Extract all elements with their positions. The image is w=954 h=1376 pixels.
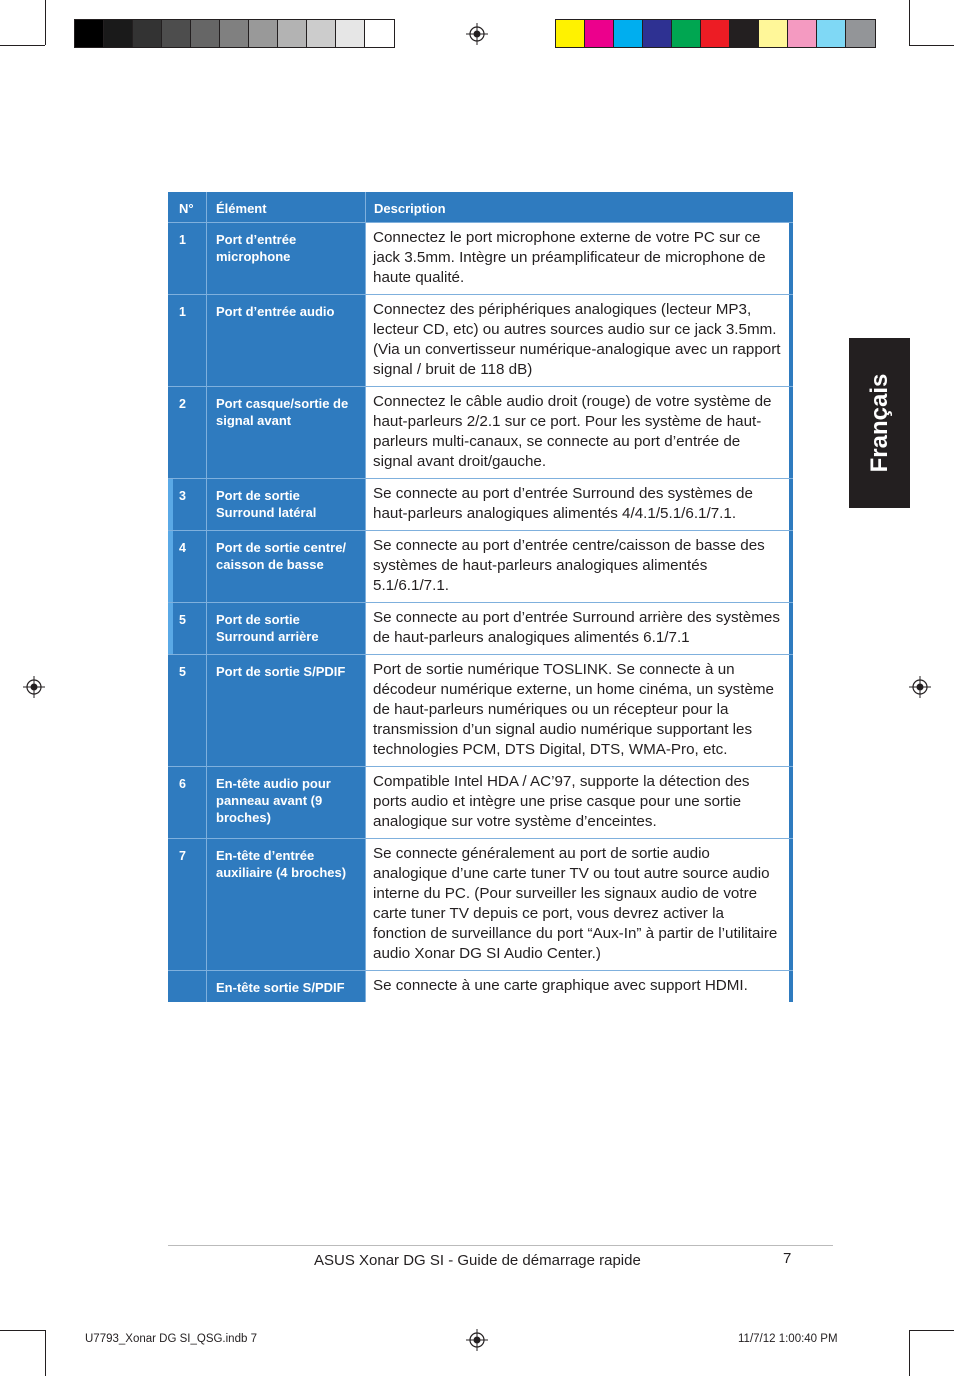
color-swatch (133, 20, 162, 47)
registration-mark-icon (23, 676, 45, 698)
color-swatch (104, 20, 133, 47)
crop-mark (0, 1330, 45, 1331)
registration-mark-icon (466, 1329, 488, 1351)
row-description: Connectez le câble audio droit (rouge) de votre système de haut-parleurs 2/2.1 sur ce port. Pour les système de haut-parleurs multi-canaux, se connecte au port d’entrée de signal avant droit/gauche. (365, 387, 789, 478)
language-tab (849, 338, 910, 508)
color-swatch (643, 20, 672, 47)
footer-divider (168, 1245, 833, 1246)
color-swatch (278, 20, 307, 47)
row-element: Port d’entrée microphone (206, 223, 365, 294)
row-description: Connectez des périphériques analogiques (lecteur MP3, lecteur CD, etc) ou autres sources audio sur ce jack 3.5mm. (Via un convertisseur numérique-analogique avec un rapport signal / bruit de 118 dB) (365, 295, 789, 386)
row-num: 5 (179, 665, 186, 679)
row-description: Se connecte au port d’entrée centre/caisson de basse des systèmes de haut-parleurs analogiques alimentés 5.1/6.1/7.1. (365, 531, 789, 602)
row-element: Port de sortie S/PDIF (206, 655, 365, 766)
color-swatch (672, 20, 701, 47)
print-slug-file: U7793_Xonar DG SI_QSG.indb 7 (85, 1333, 257, 1345)
connector-table (168, 192, 793, 1002)
row-description: Compatible Intel HDA / AC’97, supporte la détection des ports audio et intègre une prise casque pour une sortie analogique sur votre système d’enceintes. (365, 767, 789, 838)
header-element: Élément (206, 192, 365, 222)
gray-calibration-bar (74, 19, 395, 48)
table-row (168, 530, 793, 602)
row-num: 6 (179, 777, 186, 791)
header-description: Description (365, 192, 793, 222)
row-num: 7 (179, 849, 186, 863)
print-slug-timestamp: 11/7/12 1:00:40 PM (738, 1333, 838, 1345)
table-row (168, 766, 793, 838)
row-element: Port casque/sortie de signal avant (206, 387, 365, 478)
color-swatch (191, 20, 220, 47)
row-num (168, 971, 206, 1002)
row-description: Se connecte généralement au port de sortie audio analogique d’une carte tuner TV ou tout autre source audio interne du PC. (Pour surveiller les signaux audio de votre carte tuner TV depuis ce port, vous devrez activer la fonction de surveillance du port “Aux-In” à partir de l’utilitaire audio Xonar DG SI Audio Center.) (365, 839, 789, 970)
row-num: 4 (168, 531, 206, 602)
row-num: 2 (179, 397, 186, 411)
color-swatch (730, 20, 759, 47)
color-swatch (75, 20, 104, 47)
crop-mark (45, 0, 46, 45)
row-description: Se connecte à une carte graphique avec support HDMI. (365, 971, 789, 1002)
registration-mark-icon (466, 23, 488, 45)
footer-title: ASUS Xonar DG SI - Guide de démarrage rapide (314, 1252, 641, 1269)
registration-mark-icon (909, 676, 931, 698)
row-element: Port d’entrée audio (206, 295, 365, 386)
color-swatch (365, 20, 394, 47)
language-tab-label: Français (865, 373, 893, 473)
table-row (168, 478, 793, 530)
table-row (168, 602, 793, 654)
color-swatch (336, 20, 365, 47)
crop-mark (909, 1330, 954, 1331)
crop-mark (0, 45, 45, 46)
table-row (168, 386, 793, 478)
color-swatch (846, 20, 875, 47)
color-swatch (220, 20, 249, 47)
color-swatch (556, 20, 585, 47)
table-header (168, 192, 793, 222)
crop-mark (45, 1330, 46, 1376)
color-swatch (817, 20, 846, 47)
page-number: 7 (783, 1250, 792, 1267)
color-calibration-bar (555, 19, 876, 48)
table-row (168, 838, 793, 970)
row-description: Connectez le port microphone externe de votre PC sur ce jack 3.5mm. Intègre un préamplificateur de microphone de haute qualité. (365, 223, 789, 294)
color-swatch (162, 20, 191, 47)
table-row (168, 970, 793, 1002)
color-swatch (614, 20, 643, 47)
row-element: En-tête d’entrée auxiliaire (4 broches) (206, 839, 365, 970)
row-num: 1 (179, 233, 186, 247)
row-element: Port de sortie Surround arrière (206, 603, 365, 654)
table-row (168, 222, 793, 294)
row-element: Port de sortie centre/ caisson de basse (206, 531, 365, 602)
crop-mark (909, 1330, 910, 1376)
color-swatch (701, 20, 730, 47)
row-description: Port de sortie numérique TOSLINK. Se connecte à un décodeur numérique externe, un home cinéma, un système de haut-parleurs numériques ou un récepteur pour la transmission d’un signal audio numérique supportant les technologies PCM, DTS Digital, DTS, WMA-Pro, etc. (365, 655, 789, 766)
table-row (168, 654, 793, 766)
header-num: N° (179, 201, 194, 216)
crop-mark (909, 0, 910, 45)
row-num: 5 (168, 603, 206, 654)
color-swatch (759, 20, 788, 47)
row-description: Se connecte au port d’entrée Surround arrière des systèmes de haut-parleurs analogiques alimentés 6.1/7.1 (365, 603, 789, 654)
row-num: 3 (168, 479, 206, 530)
row-description: Se connecte au port d’entrée Surround des systèmes de haut-parleurs analogiques alimentés 4/4.1/5.1/6.1/7.1. (365, 479, 789, 530)
color-swatch (788, 20, 817, 47)
row-element: En-tête sortie S/PDIF (206, 971, 365, 1002)
row-element: En-tête audio pour panneau avant (9 broches) (206, 767, 365, 838)
crop-mark (909, 45, 954, 46)
row-num: 1 (179, 305, 186, 319)
color-swatch (307, 20, 336, 47)
color-swatch (585, 20, 614, 47)
row-element: Port de sortie Surround latéral (206, 479, 365, 530)
table-row (168, 294, 793, 386)
color-swatch (249, 20, 278, 47)
